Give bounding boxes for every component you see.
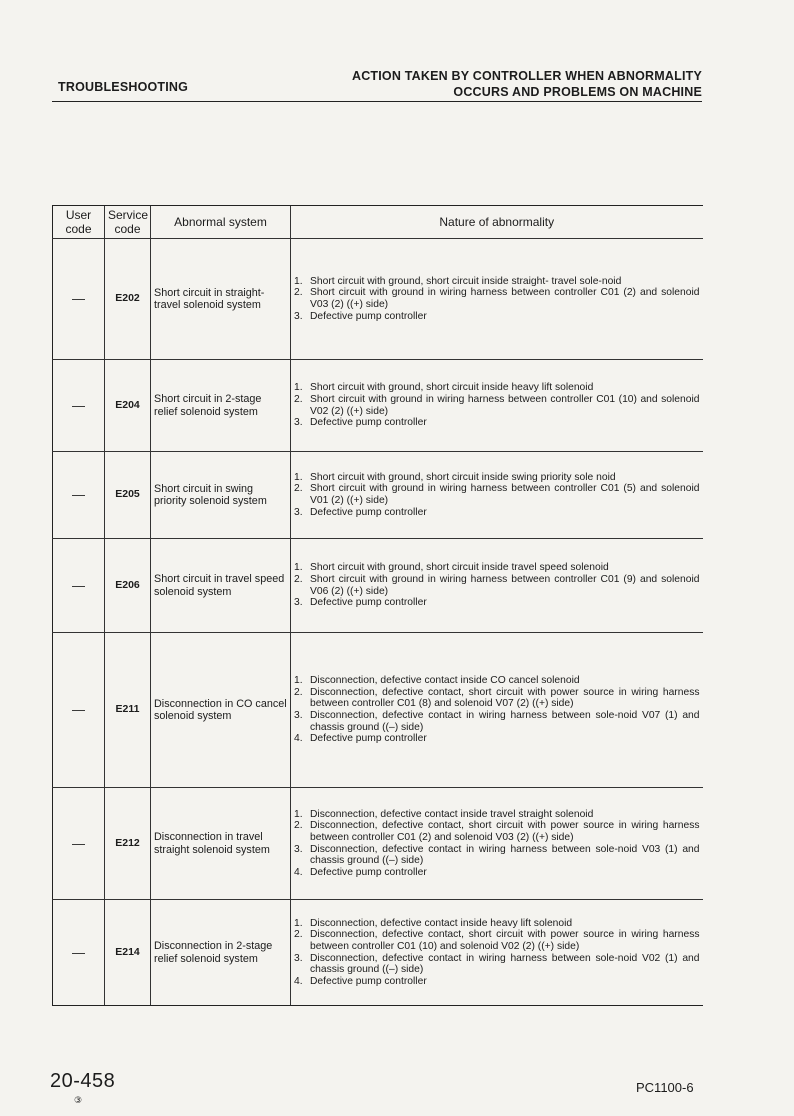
cause-item-number: 4. [294,866,303,878]
cause-item-number: 2. [294,573,303,585]
service-code-cell: E211 [105,633,151,788]
page-number: 20-458 [50,1070,116,1092]
cause-item-number: 1. [294,382,303,394]
page-heading [352,68,702,100]
cause-item-text: Defective pump controller [310,866,427,878]
revision-mark: ③ [74,1095,83,1105]
cause-list [294,809,700,879]
table-header-row [53,206,703,239]
cause-item-text: Defective pump controller [310,733,427,745]
cause-item [294,953,700,976]
table-row [53,360,703,452]
cause-item [294,929,700,952]
user-code-cell: — [53,900,105,1006]
cause-item [294,394,700,417]
cause-list [294,675,700,745]
nature-cell [291,900,703,1006]
nature-cell [291,360,703,452]
nature-cell [291,452,703,539]
page-heading-line-2: OCCURS AND PROBLEMS ON MACHINE [453,85,702,99]
nature-cell [291,788,703,900]
cause-item [294,820,700,843]
cause-item [294,276,700,288]
cause-item-number: 3. [294,417,303,429]
cause-item-number: 4. [294,975,303,987]
cause-item-number: 1. [294,471,303,483]
abnormality-table [52,205,703,1006]
cause-item-number: 1. [294,917,303,929]
service-code-cell: E204 [105,360,151,452]
cause-item-number: 1. [294,675,303,687]
cause-item-text: Short circuit with ground in wiring harness between controller C01 (2) and solenoid V03 (2) ((+) side) [310,287,700,310]
cause-item-number: 2. [294,686,303,698]
table-row [53,788,703,900]
model-number: PC1100-6 [636,1080,694,1095]
cause-item [294,675,700,687]
cause-item-text: Disconnection, defective contact in wiring harness between sole-noid V07 (1) and chassis ground ((–) side) [310,710,700,733]
nature-cell [291,633,703,788]
service-code-cell: E212 [105,788,151,900]
cause-item-text: Disconnection, defective contact, short circuit with power source in wiring harness between controller C01 (2) and solenoid V03 (2) ((+) side) [310,820,700,843]
cause-item-text: Disconnection, defective contact inside travel straight solenoid [310,808,594,820]
user-code-cell: — [53,360,105,452]
cause-item [294,687,700,710]
table-row [53,239,703,360]
cause-item-number: 1. [294,808,303,820]
col-abnormal-system: Abnormal system [151,206,291,239]
cause-item [294,867,700,879]
table-row [53,539,703,633]
service-code-cell: E214 [105,900,151,1006]
service-code-cell: E205 [105,452,151,539]
cause-item [294,574,700,597]
abnormal-system-cell: Short circuit in travel speed solenoid system [151,539,291,633]
cause-item [294,483,700,506]
table-body [53,239,703,1006]
cause-list [294,382,700,428]
cause-item-number: 2. [294,393,303,405]
cause-item [294,976,700,988]
cause-item-number: 2. [294,929,303,941]
cause-item-text: Defective pump controller [310,975,427,987]
cause-item-number: 1. [294,562,303,574]
cause-item-number: 3. [294,506,303,518]
cause-item [294,382,700,394]
table-row [53,633,703,788]
col-nature-of-abnormality: Nature of abnormality [291,206,703,239]
cause-item [294,507,700,519]
cause-item-number: 2. [294,820,303,832]
cause-item [294,311,700,323]
header-divider [52,101,702,102]
cause-item-text: Short circuit with ground, short circuit inside travel speed solenoid [310,562,609,574]
cause-item-number: 2. [294,483,303,495]
nature-cell [291,239,703,360]
cause-item [294,417,700,429]
abnormal-system-cell: Disconnection in CO cancel solenoid system [151,633,291,788]
cause-item-text: Defective pump controller [310,597,427,609]
cause-item [294,287,700,310]
service-code-cell: E202 [105,239,151,360]
abnormal-system-cell: Short circuit in straight-travel solenoid system [151,239,291,360]
cause-item [294,597,700,609]
cause-item-text: Short circuit with ground in wiring harness between controller C01 (10) and solenoid V02 (2) ((+) side) [310,393,700,417]
cause-item-text: Short circuit with ground, short circuit inside heavy lift solenoid [310,382,594,394]
user-code-cell: — [53,539,105,633]
nature-cell [291,539,703,633]
abnormal-system-cell: Disconnection in 2-stage relief solenoid system [151,900,291,1006]
cause-list [294,472,700,518]
cause-item-text: Disconnection, defective contact, short circuit with power source in wiring harness between controller C01 (10) and solenoid V02 (2) ((+) side) [310,929,700,952]
col-service-code: Service code [105,206,151,239]
cause-item [294,562,700,574]
cause-item-number: 4. [294,733,303,745]
cause-item-number: 3. [294,952,303,964]
abnormal-system-cell: Short circuit in swing priority solenoid system [151,452,291,539]
table-row [53,900,703,1006]
cause-item-text: Disconnection, defective contact inside CO cancel solenoid [310,675,580,687]
page-heading-line-1: ACTION TAKEN BY CONTROLLER WHEN ABNORMALITY [351,69,702,83]
cause-list [294,918,700,988]
cause-item-text: Defective pump controller [310,417,427,429]
table-row [53,452,703,539]
user-code-cell: — [53,452,105,539]
user-code-cell: — [53,239,105,360]
cause-item [294,809,700,821]
cause-item-text: Disconnection, defective contact, short circuit with power source in wiring harness between controller C01 (8) and solenoid V07 (2) ((+) side) [310,686,700,710]
col-user-code: User code [53,206,105,239]
cause-item-text: Short circuit with ground, short circuit inside straight- travel sole-noid [310,275,622,287]
cause-item-number: 2. [294,287,303,299]
cause-item [294,710,700,733]
cause-item-text: Short circuit with ground in wiring harness between controller C01 (5) and solenoid V01 (2) ((+) side) [310,483,700,506]
cause-list [294,562,700,608]
cause-item-number: 1. [294,275,303,287]
cause-item-text: Disconnection, defective contact in wiring harness between sole-noid V03 (1) and chassis ground ((–) side) [310,843,700,867]
cause-item-text: Short circuit with ground in wiring harness between controller C01 (9) and solenoid V06 (2) ((+) side) [310,573,700,597]
cause-list [294,276,700,322]
cause-item-number: 3. [294,710,303,721]
user-code-cell: — [53,788,105,900]
cause-item [294,844,700,867]
cause-item-number: 3. [294,310,303,322]
cause-item-number: 3. [294,843,303,855]
cause-item [294,733,700,745]
cause-item-text: Disconnection, defective contact in wiring harness between sole-noid V02 (1) and chassis ground ((–) side) [310,952,700,976]
cause-item-text: Disconnection, defective contact inside heavy lift solenoid [310,917,573,929]
cause-item-number: 3. [294,597,303,609]
cause-item [294,472,700,484]
section-title: TROUBLESHOOTING [58,80,189,94]
cause-item [294,918,700,930]
cause-item-text: Short circuit with ground, short circuit inside swing priority sole noid [310,471,616,483]
abnormal-system-cell: Disconnection in travel straight solenoid system [151,788,291,900]
abnormal-system-cell: Short circuit in 2-stage relief solenoid system [151,360,291,452]
cause-item-text: Defective pump controller [310,506,427,518]
cause-item-text: Defective pump controller [310,310,427,322]
user-code-cell: — [53,633,105,788]
service-code-cell: E206 [105,539,151,633]
